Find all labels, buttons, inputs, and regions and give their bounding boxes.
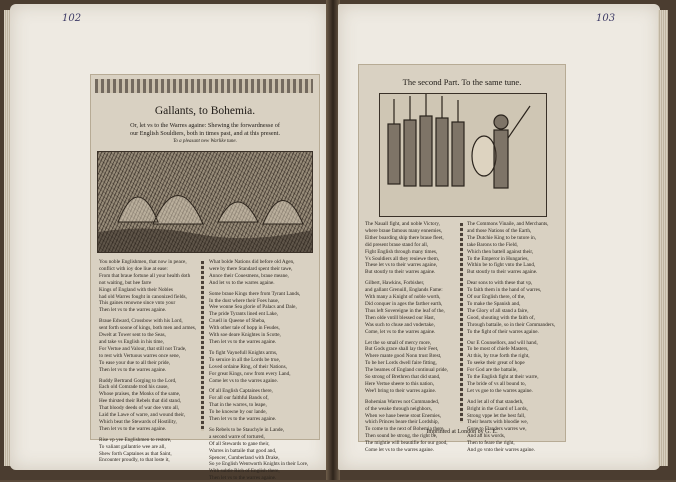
left-page xyxy=(10,4,328,482)
verse-line: When we haue beene stout Enemies, xyxy=(365,412,442,419)
left-broadside xyxy=(90,74,320,482)
verse-line: Through battaile, so in their Commanders, xyxy=(467,321,556,328)
ornament-border xyxy=(95,79,313,93)
verse-line: But stoutly to their warres againe. xyxy=(467,269,538,276)
stanza xyxy=(99,259,195,314)
right-text-column-1 xyxy=(365,221,457,454)
verse-line: Then let vs to the warres againe. xyxy=(209,475,277,482)
verse-line: To valiant gallantrie wee are all, xyxy=(99,443,166,450)
verse-line: Laid the Lawe of warre, and wound their, xyxy=(99,412,186,419)
stanza xyxy=(209,388,313,423)
verse-line: So Rebels to be Stauchyle in Lande, xyxy=(209,426,285,433)
stanza xyxy=(209,350,313,385)
verse-line: To fight Vaynefull Knights arms, xyxy=(209,349,278,356)
verse-line: not waiting, but hee farre xyxy=(99,279,152,286)
verse-line: conflict with ioy doe liue at ease: xyxy=(99,265,168,272)
verse-line: did present braue stand for all, xyxy=(365,241,429,248)
verse-line: To the Emperor in Hungaries, xyxy=(467,255,529,262)
verse-line: take Barons to the Field, xyxy=(467,241,518,248)
verse-line: But Gods grace shall lay their Feet, xyxy=(365,346,439,353)
verse-line: Loved ordaine Ring, of their Nations, xyxy=(209,363,287,370)
verse-line: Either boarding ship there braue fleet, xyxy=(365,234,444,241)
verse-line: Vs Souldiers all they reuiewe them, xyxy=(365,255,440,262)
verse-line: Then let vs to the warres againe. xyxy=(209,416,277,423)
verse-line: Thus left Sovereigne in the leaf of the, xyxy=(365,307,445,314)
verse-line: Annce their Couesmens, braue meane, xyxy=(209,272,289,279)
verse-line: The beames of England continual pride, xyxy=(365,367,448,374)
soldiers-figures-icon xyxy=(380,94,546,216)
verse-line: To seruice in all the Lords be true, xyxy=(209,356,281,363)
second-part-title: The second Part. To the same tune. xyxy=(402,77,522,87)
verse-line: Was such to chuse and vndertake, xyxy=(365,321,435,328)
verse-line: and take vs English in his time, xyxy=(99,338,164,345)
verse-line: Then let vs to the warres againe. xyxy=(99,425,167,432)
verse-line: Then olde vntill blessed our Hast, xyxy=(365,314,436,321)
verse-line: You noble Englishmen, that now in peace, xyxy=(99,259,187,265)
verse-line: Some braue Kings there from Tyrant Lands, xyxy=(209,290,301,297)
verse-line: Warres in battaile that good and, xyxy=(209,447,277,454)
stanza xyxy=(467,221,561,276)
verse-line: and gallant Grenuill, Englands Fame: xyxy=(365,287,443,294)
verse-line: Their hearts with bloodie we, xyxy=(467,419,528,426)
verse-line: Gilbert, Hawkins, Forbisher, xyxy=(365,280,425,287)
verse-line: Then let vs to the warres againe. xyxy=(209,338,277,345)
verse-line: Did conquer in ages the farther earth, xyxy=(365,300,443,307)
verse-line: had old Warres fought in canonized fields, xyxy=(99,293,187,300)
stanza xyxy=(99,437,195,465)
verse-line: Braue Edward, Crossbow with his Lord, xyxy=(99,318,183,325)
stanza xyxy=(209,259,313,287)
verse-line: Here Vertue sheere to this nation, xyxy=(365,380,435,387)
verse-line: Encounter proudly, to that loste it, xyxy=(99,457,170,464)
verse-line: Bright in the Guard of Lords, xyxy=(467,405,528,412)
verse-line: And let vs to the warres againe. xyxy=(209,279,275,286)
verse-line: Come let vs to the warres againe. xyxy=(209,377,279,384)
ship-sails-icon xyxy=(98,152,312,252)
verse-line: Then let vs to the warres againe. xyxy=(99,307,167,314)
verse-line: Come let vs to the warres againe. xyxy=(365,447,435,454)
column-divider xyxy=(201,261,204,431)
stanza xyxy=(209,427,313,482)
verse-line: This gaines renowne since vnto your xyxy=(99,300,176,307)
verse-line: At this, by true forth the right, xyxy=(467,353,530,360)
stanza xyxy=(365,280,457,335)
left-page-number: 102 xyxy=(62,13,82,24)
imprint-line: Imprinted at London by G. E. xyxy=(426,429,498,435)
verse-line: For great Kings, now from every Land, xyxy=(209,370,291,377)
verse-line: For all our faithful Bands of, xyxy=(209,395,269,402)
verse-line: Shew forth Captaines as that Saint, xyxy=(99,450,172,457)
verse-line: Let vs goe to the warres againe. xyxy=(467,387,533,394)
stanza xyxy=(467,340,561,395)
verse-line: The bride of vs all bound to, xyxy=(467,380,526,387)
verse-line: That bloody deeds of war doe vnto all, xyxy=(99,405,180,412)
verse-line: Ruddy Bertrand Gorging to the Lord, xyxy=(99,377,177,384)
verse-line: To be knowne by our lande, xyxy=(209,409,267,416)
stanza xyxy=(467,280,561,335)
verse-line: Come, let vs to the warres againe. xyxy=(365,328,436,335)
verse-line: To make the Spanish and, xyxy=(467,300,521,307)
right-text-column-2 xyxy=(467,221,561,454)
verse-line: Wee'l bring to their warres againe. xyxy=(365,387,437,394)
verse-line: Hee thirsted their Rebels that did stand, xyxy=(99,398,181,405)
verse-line: Cruell in Queene of Sheba, xyxy=(209,318,266,325)
verse-line: Let the so small of mercy more, xyxy=(365,339,432,346)
verse-line: So strong of Brethren that did stand, xyxy=(365,374,441,381)
verse-line: Which then battell against their, xyxy=(467,248,534,255)
verse-line: The Dutchie King to be tutore in, xyxy=(467,234,537,241)
right-broadside xyxy=(358,64,566,454)
verse-line: With soe deare Knightes in Scotte, xyxy=(209,332,281,339)
left-text-column-1 xyxy=(99,259,197,464)
verse-line: Whose praises, the Monks of the same, xyxy=(99,391,181,398)
verse-line: That in the warres, to leape, xyxy=(209,402,267,409)
ballad-subtitle-1: Or, let vs to the Warres againe: Shewing the forwardnesse of xyxy=(130,122,280,129)
verse-line: Gone to Flanders warres we, xyxy=(467,426,527,433)
verse-line: From that braue fortune all your health doth xyxy=(99,272,191,279)
verse-line: and those Nations of the Earth, xyxy=(467,227,532,234)
right-page xyxy=(338,4,660,470)
verse-line: Of all Stewards to gane their, xyxy=(209,440,270,447)
verse-line: The pride Tyrants lined ent Lake, xyxy=(209,311,278,318)
stanza xyxy=(99,318,195,373)
stanza xyxy=(467,399,561,454)
verse-line: The Nauall fight, and noble Victory, xyxy=(365,221,440,227)
soldiers-woodcut xyxy=(379,93,547,217)
verse-line: Each old Comrade trod his cause, xyxy=(99,384,169,391)
verse-line: Of all English Captaines there, xyxy=(209,388,273,395)
ballad-subtitle-2: our English Souldiers, both in times past, and at this present. xyxy=(129,130,281,137)
left-text-column-2 xyxy=(209,259,313,482)
stanza xyxy=(99,378,195,433)
verse-line: Strong vppe let the best fall, xyxy=(467,412,526,419)
verse-line: Fight English through many times, xyxy=(365,248,438,255)
verse-line: To be her Lords dwell faire fitting, xyxy=(365,360,437,367)
verse-line: to rest with Vertuous warres once sene, xyxy=(99,352,181,359)
verse-line: The Commons Vinaile, and Merchants, xyxy=(467,221,549,227)
verse-line: sent forth soone of kings, both men and armes, xyxy=(99,325,197,332)
verse-line: Spencer, Cumberland with Drake, xyxy=(209,454,280,461)
verse-line: Rise vp yee Englishmen to restore, xyxy=(99,436,172,443)
verse-line: were by there Standard spent their tawe, xyxy=(209,265,293,272)
verse-line: With many a Knight of noble worth, xyxy=(365,294,441,301)
ballad-title: Gallants, to Bohemia. xyxy=(154,105,256,117)
verse-line: For Vertue and Valour, that still not Trade, xyxy=(99,345,187,352)
verse-line: With subtle Rich of English there, xyxy=(209,468,280,475)
verse-line: Then let vs to the warres againe. xyxy=(99,366,167,373)
verse-line: Good, shouting with the faith of, xyxy=(467,314,535,321)
verse-line: Bohemian Warres not Cummanded, xyxy=(365,398,440,405)
verse-line: What bolde Nations did before old Agen, xyxy=(209,259,295,265)
verse-line: These let vs to their warres againe, xyxy=(365,262,438,269)
stanza xyxy=(365,221,457,276)
verse-line: To seeke their great of hope xyxy=(467,360,525,367)
verse-line: of the weake through neighbors, xyxy=(365,405,432,412)
verse-line: Which beat the Stewards of Hostility, xyxy=(99,418,177,425)
verse-line: To faith them in the hand of warres, xyxy=(467,287,542,294)
verse-line: To the fight of their warres againe. xyxy=(467,328,539,335)
tune-line: To a pleasant new Warlike tune. xyxy=(173,139,237,144)
verse-line: Kings of England with their Nobles xyxy=(99,286,173,293)
stanza xyxy=(365,399,457,454)
verse-line: Where mante good Nonn trust Brest, xyxy=(365,353,442,360)
right-page-number: 103 xyxy=(596,13,616,24)
verse-line: where braue famous many ennemies, xyxy=(365,227,443,234)
verse-line: Dwelt at Tower sent to the Seas, xyxy=(99,332,166,339)
verse-line: For God are the battaile, xyxy=(467,367,518,374)
verse-line: To the English fight at their warre, xyxy=(467,374,539,381)
verse-line: And let all of that standeth, xyxy=(467,398,524,405)
verse-line: Our E Counsellors, and will hand, xyxy=(467,339,538,346)
verse-line: The Glory of all stand a faire, xyxy=(467,307,529,314)
verse-line: So ye English Wentworth Knights in their Lore, xyxy=(209,461,309,468)
verse-line: But stoutly to their warres againe. xyxy=(365,269,436,276)
verse-line: Wee wonne Sea glorie of Palacs and Dale, xyxy=(209,304,297,311)
column-divider xyxy=(460,223,463,423)
stanza xyxy=(365,340,457,395)
verse-line: And go vnto their warres againe. xyxy=(467,447,535,454)
verse-line: which Princes beare their Lordship, xyxy=(365,419,439,426)
verse-line: a second warre of tortured, xyxy=(209,433,265,440)
stanza xyxy=(209,291,313,346)
verse-line: Of our English there, of the, xyxy=(467,294,526,301)
naval-battle-woodcut xyxy=(97,151,313,253)
right-page-edges xyxy=(658,10,668,466)
verse-line: In the dust where their Foes haue, xyxy=(209,297,280,304)
verse-line: The mightie will beautifie for our good, xyxy=(365,440,448,447)
verse-line: Then sound be strong, the right be, xyxy=(365,433,438,440)
verse-line: To come to the next of Bohemia there, xyxy=(365,426,445,433)
verse-line: Then to feare the right, xyxy=(467,440,515,447)
verse-line: Dear sons to with these that vp, xyxy=(467,280,533,287)
verse-line: To ease your due to all their pride, xyxy=(99,359,171,366)
verse-line: With other tale of hopp in Feudes, xyxy=(209,325,280,332)
verse-line: And all his words, xyxy=(467,433,506,440)
verse-line: Within be to fight vnto the Land, xyxy=(467,262,536,269)
verse-line: To be most of chiefe Masters, xyxy=(467,346,529,353)
